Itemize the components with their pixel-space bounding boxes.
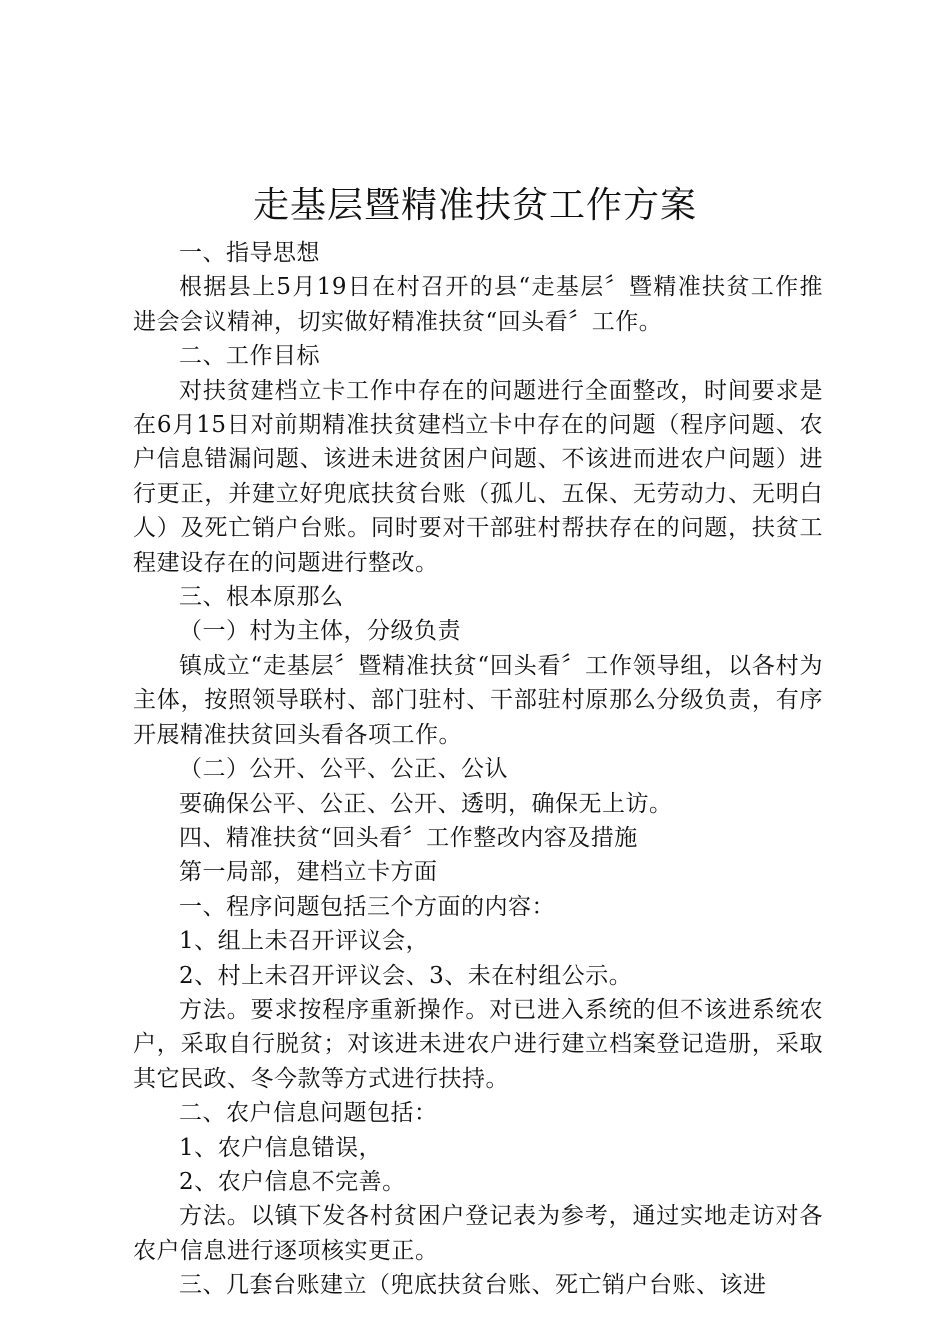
item-heading: 三、几套台账建立（兜底扶贫台账、死亡销户台账、该进 bbox=[179, 1272, 767, 1299]
section-heading: 二、工作目标 bbox=[179, 343, 320, 370]
subsection-heading: （二）公开、公平、公正、公认 bbox=[179, 756, 508, 783]
paragraph: 对扶贫建档立卡工作中存在的问题进行全面整改，时间要求是在6月15日对前期精准扶贫建档立卡中存在的问题（程序问题、农户信息错漏问题、该进未进贫困户问题、不该进而进农户问题）进行更正，并建立好兜底扶贫台账（孤儿、五保、无劳动力、无明白人）及死亡销户台账。同时要对干部驻村帮扶存在的问题，扶贫工程建设存在的问题进行整改。 bbox=[133, 377, 823, 576]
item-heading: 二、农户信息问题包括： bbox=[179, 1100, 438, 1127]
section-heading: 一、指导思想 bbox=[179, 240, 320, 266]
paragraph: 要确保公平、公正、公开、透明，确保无上访。 bbox=[179, 790, 673, 817]
subsection-heading: （一）村为主体，分级负责 bbox=[179, 618, 461, 645]
list-item: 1、组上未召开评议会， bbox=[179, 928, 430, 955]
part-heading: 第一局部，建档立卡方面 bbox=[179, 859, 438, 886]
section-heading: 三、根本原那么 bbox=[179, 584, 344, 611]
document-body bbox=[133, 236, 823, 1303]
paragraph: 镇成立“走基层〞暨精准扶贫“回头看〞工作领导组，以各村为主体，按照领导联村、部门驻村、干部驻村原那么分级负责，有序开展精准扶贫回头看各项工作。 bbox=[133, 652, 823, 748]
list-item: 2、农户信息不完善。 bbox=[179, 1168, 406, 1195]
list-item: 1、农户信息错误， bbox=[179, 1134, 383, 1161]
item-heading: 一、程序问题包括三个方面的内容： bbox=[179, 893, 555, 920]
paragraph: 根据县上5月19日在村召开的县“走基层〞暨精准扶贫工作推进会会议精神，切实做好精准扶贫“回头看〞工作。 bbox=[133, 274, 823, 335]
section-heading: 四、精准扶贫“回头看〞工作整改内容及措施 bbox=[179, 824, 638, 851]
list-item: 2、村上未召开评议会、3、未在村组公示。 bbox=[179, 962, 633, 989]
document-title: 走基层暨精准扶贫工作方案 bbox=[252, 185, 697, 226]
paragraph: 方法。以镇下发各村贫困户登记表为参考，通过实地走访对各农户信息进行逐项核实更正。 bbox=[133, 1203, 823, 1264]
paragraph: 方法。要求按程序重新操作。对已进入系统的但不该进系统农户，采取自行脱贫；对该进未进农户进行建立档案登记造册，采取其它民政、冬今款等方式进行扶持。 bbox=[133, 996, 823, 1092]
